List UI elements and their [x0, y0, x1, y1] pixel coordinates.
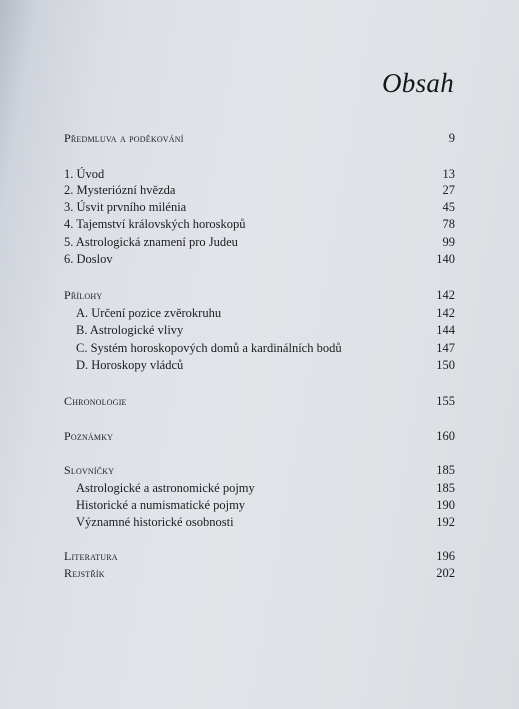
toc-entry-page: 185 — [436, 481, 455, 495]
toc-entry-page: 27 — [442, 183, 455, 197]
toc-entry-label: Významné historické osobnosti — [76, 515, 234, 529]
toc-entry-chapter-2 — [0, 182, 519, 198]
toc-entry-page: 155 — [436, 394, 455, 408]
toc-entry-chapter-6 — [0, 251, 519, 267]
toc-entry-chapter-4 — [0, 216, 519, 232]
toc-entry-appendix-a — [0, 305, 519, 321]
toc-entry-page: 140 — [436, 252, 455, 266]
toc-entry-appendices — [0, 287, 519, 303]
toc-entry-chronology — [0, 393, 519, 409]
toc-entry-label: Chronologie — [64, 394, 127, 408]
toc-entry-preface — [0, 130, 519, 146]
toc-entry-page: 192 — [436, 515, 455, 529]
toc-entry-page: 202 — [436, 566, 455, 580]
toc-entry-chapter-5 — [0, 234, 519, 250]
toc-entry-page: 196 — [436, 549, 455, 563]
toc-entry-label: 1. Úvod — [64, 167, 105, 181]
toc-entry-label: 2. Mysteriózní hvězda — [64, 183, 176, 197]
toc-entry-page: 78 — [442, 217, 455, 231]
toc-entry-page: 99 — [442, 235, 455, 249]
toc-entry-label: B. Astrologické vlivy — [76, 323, 184, 337]
toc-entry-glossaries — [0, 462, 519, 478]
toc-entry-index — [0, 565, 519, 581]
toc-entry-page: 13 — [442, 167, 455, 181]
toc-entry-glossary-persons — [0, 514, 519, 530]
toc-entry-page: 160 — [436, 429, 455, 443]
toc-entry-page: 45 — [442, 200, 455, 214]
toc-entry-page: 190 — [436, 498, 455, 512]
toc-entry-notes — [0, 428, 519, 444]
toc-entry-label: Přílohy — [64, 288, 103, 302]
toc-entry-appendix-c — [0, 340, 519, 356]
toc-entry-page: 150 — [436, 358, 455, 372]
toc-entry-label: 3. Úsvit prvního milénia — [64, 200, 187, 214]
toc-entry-literature — [0, 548, 519, 564]
toc-entry-appendix-d — [0, 357, 519, 373]
toc-entry-page: 9 — [448, 131, 455, 145]
toc-entry-label: 4. Tajemství královských horoskopů — [64, 217, 246, 231]
toc-entry-glossary-astro — [0, 480, 519, 496]
toc-entry-appendix-b — [0, 322, 519, 338]
toc-entry-page: 142 — [436, 288, 455, 302]
toc-entry-label: Astrologické a astronomické pojmy — [76, 481, 255, 495]
toc-entry-label: Literatura — [64, 549, 118, 563]
toc-entry-page: 147 — [436, 341, 455, 355]
toc-entry-label: Poznámky — [64, 429, 114, 443]
toc-entry-page: 142 — [436, 306, 455, 320]
toc-entry-label: Historické a numismatické pojmy — [76, 498, 246, 512]
toc-entry-page: 144 — [436, 323, 455, 337]
toc-entry-label: A. Určení pozice zvěrokruhu — [76, 306, 222, 320]
toc-title: Obsah — [381, 68, 454, 98]
toc-entry-page: 185 — [436, 463, 455, 477]
toc-entry-label: Předmluva a poděkování — [64, 131, 184, 145]
toc-entry-glossary-hist — [0, 497, 519, 513]
toc-entry-label: C. Systém horoskopových domů a kardinálních bodů — [76, 341, 342, 355]
toc-entry-chapter-3 — [0, 199, 519, 215]
toc-entry-label: Slovníčky — [64, 463, 115, 477]
toc-entry-chapter-1 — [0, 166, 519, 182]
toc-entry-label: Rejstřík — [64, 566, 105, 580]
toc-entry-label: 6. Doslov — [64, 252, 113, 266]
toc-entry-label: 5. Astrologická znamení pro Judeu — [64, 235, 238, 249]
toc-entry-label: D. Horoskopy vládců — [76, 358, 184, 372]
